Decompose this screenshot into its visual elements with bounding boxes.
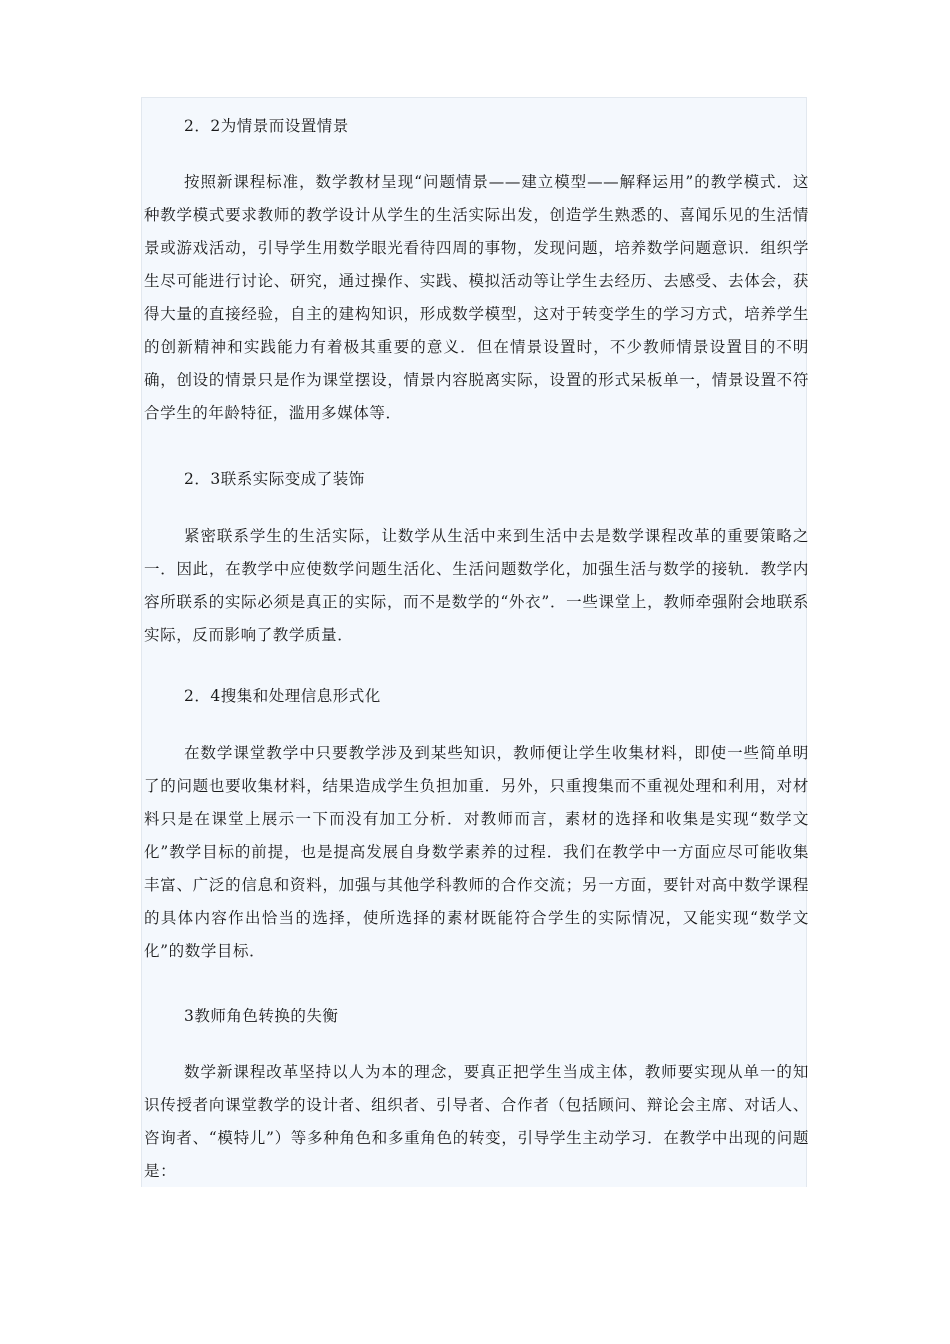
section-heading-2-3: 2．3联系实际变成了装饰 [184,470,365,488]
section-heading-2-4: 2．4搜集和处理信息形式化 [184,687,381,705]
section-heading-2-2: 2．2为情景而设置情景 [184,117,349,135]
section-heading-3: 3教师角色转换的失衡 [184,1007,339,1025]
section-paragraph-2-4: 在数学课堂教学中只要教学涉及到某些知识，教师便让学生收集材料，即使一些简单明了的问题也要收集材料，结果造成学生负担加重．另外，只重搜集而不重视处理和利用，对材料只是在课堂上展示一下而没有加工分析．对教师而言，素材的选择和收集是实现“数学文化”教学目标的前提，也是提高发展自身数学素养的过程．我们在教学中一方面应尽可能收集丰富、广泛的信息和资料，加强与其他学科教师的合作交流；另一方面，要针对高中数学课程的具体内容作出恰当的选择，使所选择的素材既能符合学生的实际情况，又能实现“数学文化”的数学目标． [144,744,809,960]
section-paragraph-2-2: 按照新课程标准，数学教材呈现“问题情景——建立模型——解释运用”的教学模式．这种教学模式要求教师的教学设计从学生的生活实际出发，创造学生熟悉的、喜闻乐见的生活情景或游戏活动，引导学生用数学眼光看待四周的事物，发现问题，培养数学问题意识．组织学生尽可能进行讨论、研究，通过操作、实践、模拟活动等让学生去经历、去感受、去体会，获得大量的直接经验，自主的建构知识，形成数学模型，这对于转变学生的学习方式，培养学生的创新精神和实践能力有着极其重要的意义．但在情景设置时，不少教师情景设置目的不明确，创设的情景只是作为课堂摆设，情景内容脱离实际，设置的形式呆板单一，情景设置不符合学生的年龄特征，滥用多媒体等． [144,173,809,422]
section-paragraph-3: 数学新课程改革坚持以人为本的理念，要真正把学生当成主体，教师要实现从单一的知识传授者向课堂教学的设计者、组织者、引导者、合作者（包括顾问、辩论会主席、对话人、咨询者、“模特儿”）等多种角色和多重角色的转变，引导学生主动学习．在教学中出现的问题是： [144,1063,809,1180]
section-paragraph-2-3: 紧密联系学生的生活实际，让数学从生活中来到生活中去是数学课程改革的重要策略之一．因此，在教学中应使数学问题生活化、生活问题数学化，加强生活与数学的接轨．教学内容所联系的实际必须是真正的实际，而不是数学的“外衣”．一些课堂上，教师牵强附会地联系实际，反而影响了教学质量． [144,527,809,644]
